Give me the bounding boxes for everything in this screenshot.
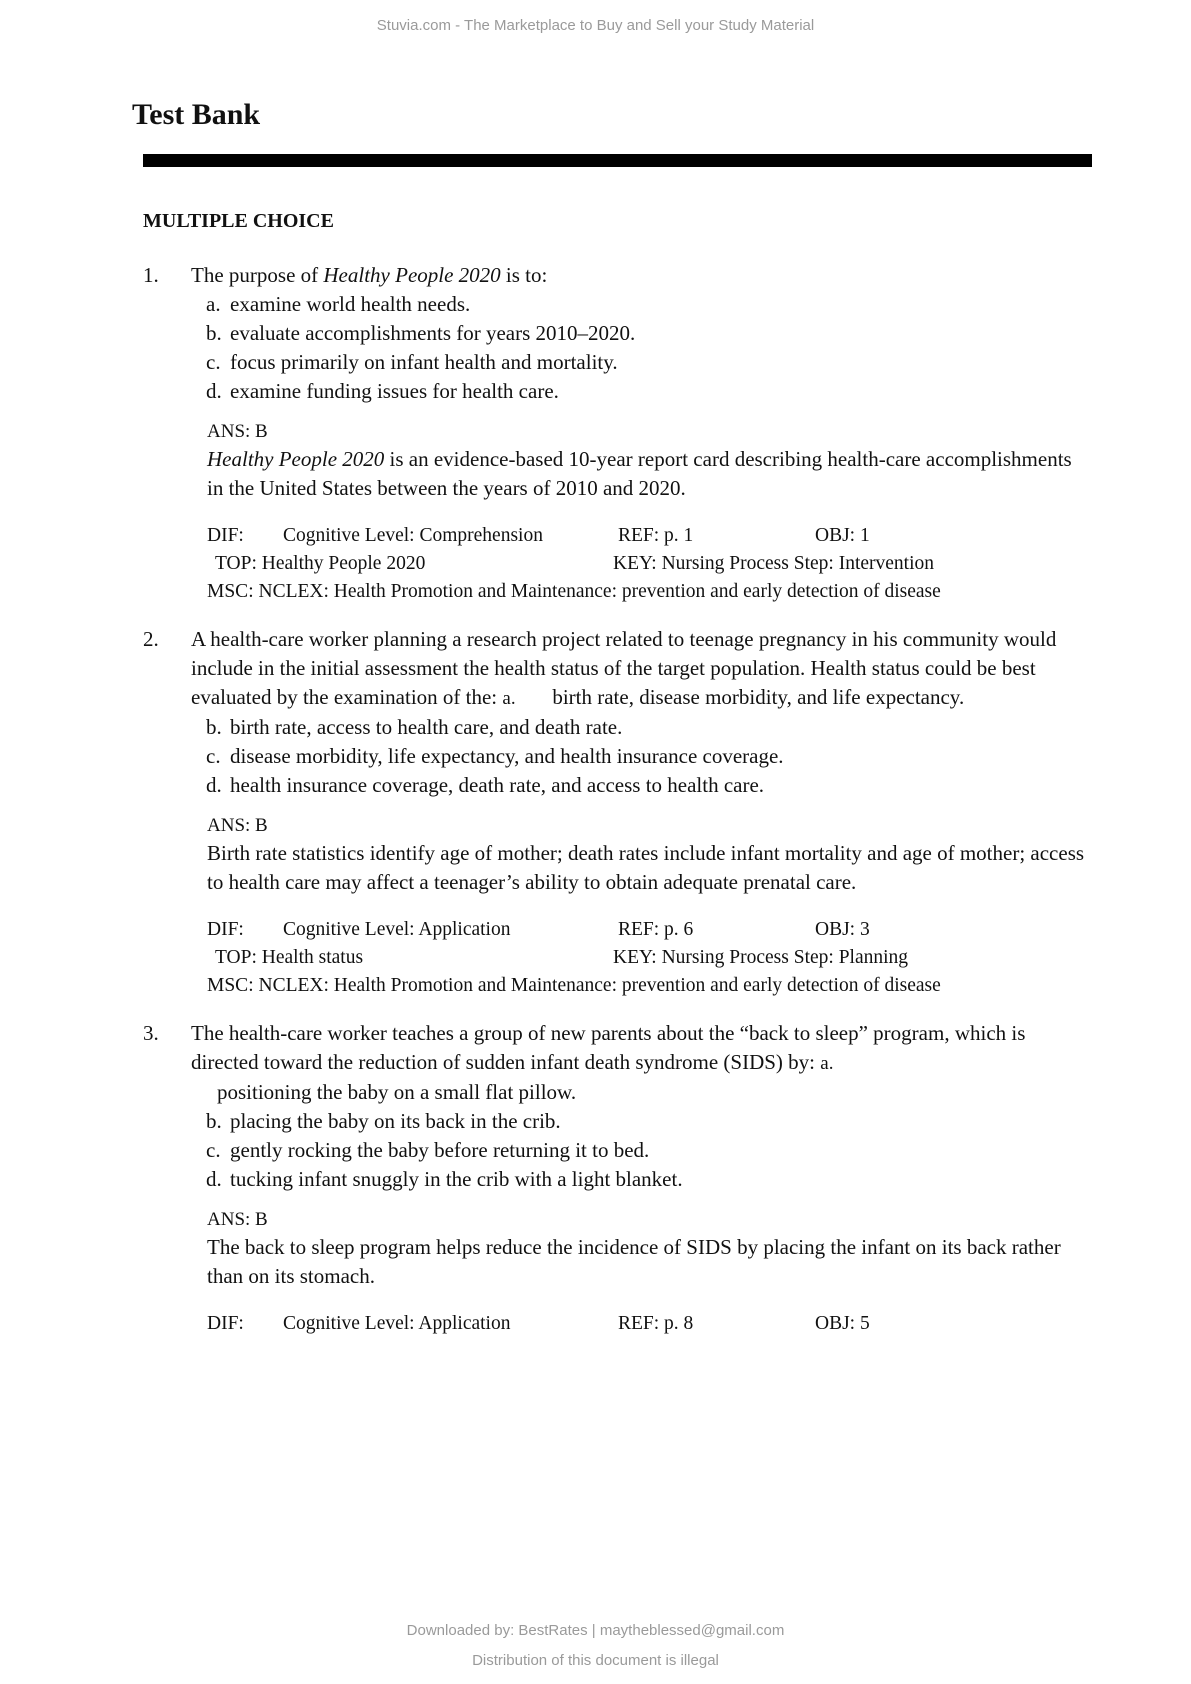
ref-value: REF: p. 6 [618,919,694,940]
option-text: evaluate accomplishments for years 2010–2020. [230,321,636,345]
question-number: 2. [143,627,159,651]
key-value: KEY: Nursing Process Step: Planning [613,947,909,968]
distribution-notice: Distribution of this document is illegal [472,1652,719,1669]
option-letter: d. [206,379,222,403]
option-a [143,290,1093,319]
answer: ANS: B [207,421,268,442]
key-value: KEY: Nursing Process Step: Intervention [613,553,934,574]
option-letter: b. [206,321,222,345]
option-text: placing the baby on its back in the crib. [230,1109,561,1133]
question-text [191,625,1093,713]
option-letter: a. [206,292,221,316]
title-rule [143,154,1092,167]
question-stem [143,1019,1093,1107]
option-letter: d. [206,773,222,797]
rationale-text: is an evidence-based 10-year report card describing health-care accomplishments in the United States between the years of 2010 and 2020. [207,447,1072,500]
question-list [143,261,1093,1357]
question-stem [143,261,1093,290]
question-metadata [143,522,1093,606]
dif-label: DIF: [207,1313,244,1334]
msc-value: MSC: NCLEX: Health Promotion and Maintenance: prevention and early detection of disease [207,581,941,602]
metadata-row [207,944,1093,972]
question-metadata [143,1310,1093,1338]
section-heading: MULTIPLE CHOICE [143,210,334,232]
top-value: TOP: Healthy People 2020 [215,553,426,574]
rationale: Birth rate statistics identify age of mother; death rates include infant mortality and age of mother; access to health care may affect a teenager’s ability to obtain adequate prenatal care. [207,841,1085,894]
option-text: health insurance coverage, death rate, and access to health care. [230,773,765,797]
question-number: 3. [143,1021,159,1045]
option-text: birth rate, disease morbidity, and life expectancy. [552,685,965,709]
option-letter: c. [206,1138,221,1162]
option-text: birth rate, access to health care, and death rate. [230,715,623,739]
metadata-row [207,972,1093,1000]
question-metadata [143,916,1093,1000]
download-footer: Downloaded by: BestRates | maytheblessed@gmail.com [406,1622,785,1639]
option-text: examine world health needs. [230,292,471,316]
metadata-row [207,578,1093,606]
question-text [191,261,1093,290]
option-b [143,713,1093,742]
option-d [143,377,1093,406]
option-b [143,1107,1093,1136]
metadata-row [207,522,1093,550]
option-c [143,1136,1093,1165]
option-letter: c. [206,744,221,768]
dif-label: DIF: [207,919,244,940]
stem-text: A health-care worker planning a research project related to teenage pregnancy in his community would include in the initial assessment the health status of the target population. Health status could be best evaluated by the examination of the: [191,627,1057,709]
obj-value: OBJ: 3 [815,919,870,940]
rationale: The back to sleep program helps reduce the incidence of SIDS by placing the infant on its back rather than on its stomach. [207,1235,1061,1288]
option-c [143,742,1093,771]
option-letter: b. [206,1109,222,1133]
stem-emphasis: Healthy People 2020 [323,263,501,287]
rationale-emphasis: Healthy People 2020 [207,447,385,471]
top-value: TOP: Health status [215,947,364,968]
ref-value: REF: p. 1 [618,525,694,546]
stem-text: is to: [500,263,548,287]
option-b [143,319,1093,348]
question-stem [143,625,1093,713]
rationale [143,445,1093,503]
stem-text: The health-care worker teaches a group of new parents about the “back to sleep” program, which is directed toward the reduction of sudden infant death syndrome (SIDS) by: [191,1021,1026,1074]
option-letter: a. [502,688,516,709]
obj-value: OBJ: 1 [815,525,870,546]
ref-value: REF: p. 8 [618,1313,694,1334]
dif-value: Cognitive Level: Application [283,919,511,940]
option-text: positioning the baby on a small flat pillow. [217,1080,577,1104]
metadata-row [207,1310,1093,1338]
metadata-row [207,550,1093,578]
answer: ANS: B [207,815,268,836]
option-text: tucking infant snuggly in the crib with a light blanket. [230,1167,683,1191]
option-d [143,1165,1093,1194]
answer: ANS: B [207,1209,268,1230]
msc-value: MSC: NCLEX: Health Promotion and Maintenance: prevention and early detection of disease [207,975,941,996]
option-letter: b. [206,715,222,739]
question-2 [143,625,1093,1000]
obj-value: OBJ: 5 [815,1313,870,1334]
option-letter: c. [206,350,221,374]
metadata-row [207,916,1093,944]
page-title: Test Bank [132,98,261,131]
option-letter: a. [820,1053,834,1074]
dif-value: Cognitive Level: Comprehension [283,525,543,546]
question-1 [143,261,1093,606]
option-text: focus primarily on infant health and mortality. [230,350,618,374]
question-3 [143,1019,1093,1338]
question-number: 1. [143,263,159,287]
option-text: gently rocking the baby before returning it to bed. [230,1138,650,1162]
question-text [191,1019,1093,1107]
option-text: disease morbidity, life expectancy, and health insurance coverage. [230,744,784,768]
stem-text: The purpose of [191,263,324,287]
watermark-header: Stuvia.com - The Marketplace to Buy and Sell your Study Material [376,17,815,34]
option-c [143,348,1093,377]
option-d [143,771,1093,800]
dif-value: Cognitive Level: Application [283,1313,511,1334]
dif-label: DIF: [207,525,244,546]
option-letter: d. [206,1167,222,1191]
option-text: examine funding issues for health care. [230,379,559,403]
